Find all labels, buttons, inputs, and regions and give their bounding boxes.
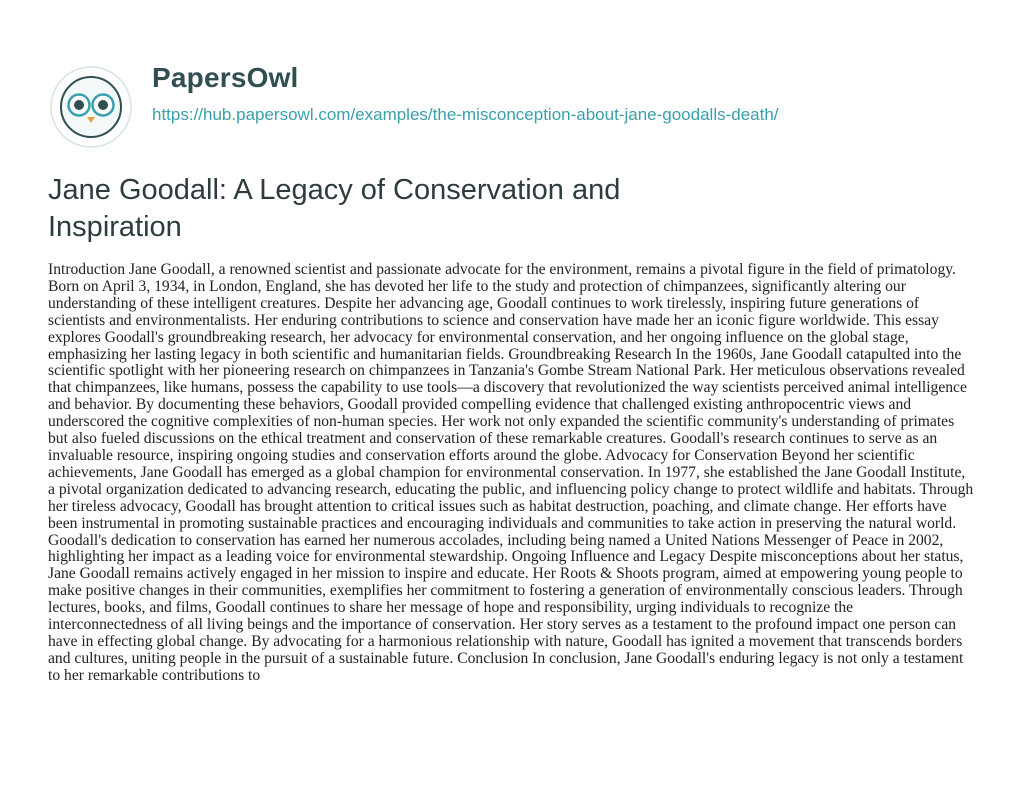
site-header [48, 58, 988, 138]
brand-name[interactable]: PapersOwl [152, 62, 299, 93]
owl-logo-svg [48, 64, 134, 150]
article-title: Jane Goodall: A Legacy of Conservation and Inspiration [48, 174, 621, 243]
article-body: Introduction Jane Goodall, a renowned scientist and passionate advocate for the environment, remains a pivotal figure in the field of primatology. Born on April 3, 1934, in London, England, she has devoted her life to the study and protection of chimpanzees, significantly altering our understanding of these intelligent creatures. Despite her advancing age, Goodall continues to work tirelessly, inspiring future generations of scientists and environmentalists. Her enduring contributions to science and conservation have made her an iconic figure worldwide. This essay explores Goodall's groundbreaking research, her advocacy for environmental conservation, and her ongoing influence on the global stage, emphasizing her lasting legacy in both scientific and humanitarian fields. Groundbreaking Research In the 1960s, Jane Goodall catapulted into the scientific spotlight with her pioneering research on chimpanzees in Tanzania's Gombe Stream National Park. Her meticulous observations revealed that chimpanzees, like humans, possess the capability to use tools—a discovery that revolutionized the way scientists perceived animal intelligence and behavior. By documenting these behaviors, Goodall provided compelling evidence that challenged existing anthropocentric views and underscored the cognitive complexities of non-human species. Her work not only expanded the scientific community's understanding of primates but also fueled discussions on the ethical treatment and conservation of these remarkable creatures. Goodall's research continues to serve as an invaluable resource, inspiring ongoing studies and conservation efforts around the globe. Advocacy for Conservation Beyond her scientific achievements, Jane Goodall has emerged as a global champion for environmental conservation. In 1977, she established the Jane Goodall Institute, a pivotal organization dedicated to advancing research, educating the public, and influencing policy change to protect wildlife and habitats. Through her tireless advocacy, Goodall has brought attention to critical issues such as habitat destruction, poaching, and climate change. Her efforts have been instrumental in promoting sustainable practices and encouraging individuals and communities to take action in preserving the natural world. Goodall's dedication to conservation has earned her numerous accolades, including being named a United Nations Messenger of Peace in 2002, highlighting her impact as a leading voice for environmental stewardship. Ongoing Influence and Legacy Despite misconceptions about her status, Jane Goodall remains actively engaged in her mission to inspire and educate. Her Roots & Shoots program, aimed at empowering young people to make positive changes in their communities, exemplifies her commitment to fostering a generation of environmentally conscious leaders. Through lectures, books, and films, Goodall continues to share her message of hope and responsibility, urging individuals to recognize the interconnectedness of all living beings and the importance of conservation. Her story serves as a testament to the profound impact one person can have in effecting global change. By advocating for a harmonious relationship with nature, Goodall has ignited a movement that transcends borders and cultures, uniting people in the pursuit of a sustainable future. Conclusion In conclusion, Jane Goodall's enduring legacy is not only a testament to her remarkable contributions to [48, 261, 974, 684]
page-url-link[interactable]: https://hub.papersowl.com/examples/the-misconception-about-jane-goodalls-death/ [152, 105, 779, 124]
owl-logo-icon[interactable] [48, 64, 134, 150]
